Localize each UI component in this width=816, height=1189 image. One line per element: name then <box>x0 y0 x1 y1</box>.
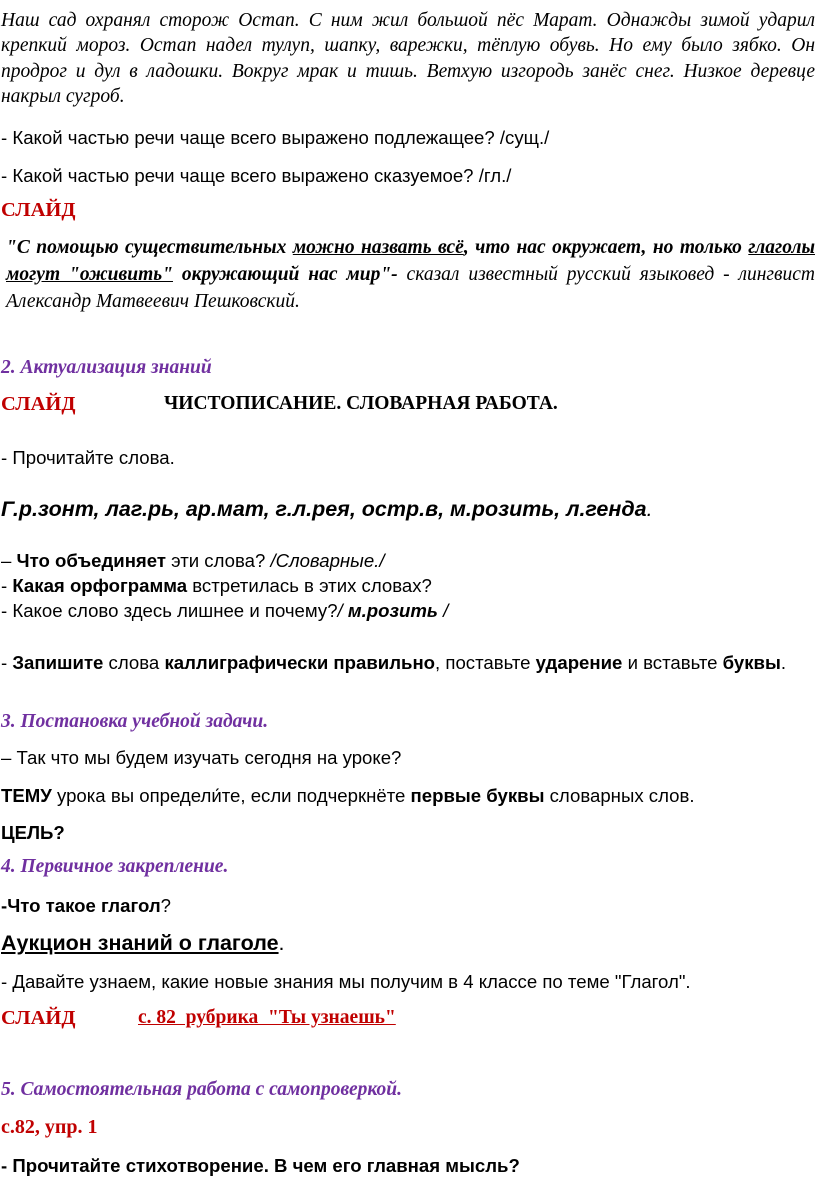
section-2-title: 2. Актуализация знаний <box>1 357 212 378</box>
quote-paragraph: "С помощью существительных можно назвать всё, что нас окружает, но только глаголы могут "оживить" окружающий нас мир"- сказал известный русский языковед - лингвист Александр Матвеевич Пешковский. <box>6 237 815 312</box>
exercise-ref: с.82, упр. 1 <box>1 1116 98 1138</box>
question-subject: - Какой частью речи чаще всего выражено подлежащее? /сущ./ <box>1 127 550 148</box>
question-study: – Так что мы будем изучать сегодня на уроке? <box>1 747 402 768</box>
slide-3-label: СЛАЙД <box>1 1007 76 1029</box>
slide-label: СЛАЙД <box>1 199 76 221</box>
vocab-words: Г.р.зонт, лаг.рь, ар.мат, г.л.рея, остр.в, м.розить, л.генда. <box>1 497 653 521</box>
write-task: - Запишите слова каллиграфически правильно, поставьте ударение и вставьте буквы. <box>1 652 787 673</box>
read-words: - Прочитайте слова. <box>1 447 175 468</box>
slide-2-label: СЛАЙД <box>1 393 76 415</box>
section-4-title: 4. Первичное закрепление. <box>1 856 229 877</box>
slide-3-link[interactable]: с. 82 рубрика "Ты узнаешь" <box>138 1007 396 1028</box>
topic-line: ТЕМУ урока вы определи́те, если подчеркнёте первые буквы словарных слов. <box>1 785 695 806</box>
question-unite: – Что объединяет эти слова? /Словарные./ <box>1 550 385 571</box>
slide-2-row <box>0 393 816 416</box>
intro-paragraph: Наш сад охранял сторож Остап. С ним жил большой пёс Марат. Однажды зимой ударил крепкий мороз. Остап надел тулуп, шапку, варежки, тёплую обувь. Но ему было зябко. Он продрог и дул в ладошки. Вокруг мрак и тишь. Ветхую изгородь занёс снег. Низкое деревце накрыл сугроб. <box>1 10 815 107</box>
question-orthogram: - Какая орфограмма встретилась в этих словах? <box>1 575 432 596</box>
goal: ЦЕЛЬ? <box>1 822 65 843</box>
learn-line: - Давайте узнаем, какие новые знания мы получим в 4 классе по теме "Глагол". <box>1 971 691 992</box>
slide-2-title: ЧИСТОПИСАНИЕ. СЛОВАРНАЯ РАБОТА. <box>164 393 558 414</box>
slide-3-row <box>0 1007 816 1030</box>
auction-title: Аукцион знаний о глаголе. <box>1 931 285 955</box>
section-5-title: 5. Самостоятельная работа с самопроверкой. <box>1 1079 402 1100</box>
section-3-title: 3. Постановка учебной задачи. <box>1 711 269 732</box>
question-predicate: - Какой частью речи чаще всего выражено сказуемое? /гл./ <box>1 165 512 186</box>
question-extra-word: - Какое слово здесь лишнее и почему?/ м.розить / <box>1 600 449 621</box>
final-question: - Прочитайте стихотворение. В чем его главная мысль? <box>1 1155 520 1176</box>
question-verb: -Что такое глагол? <box>1 895 171 916</box>
